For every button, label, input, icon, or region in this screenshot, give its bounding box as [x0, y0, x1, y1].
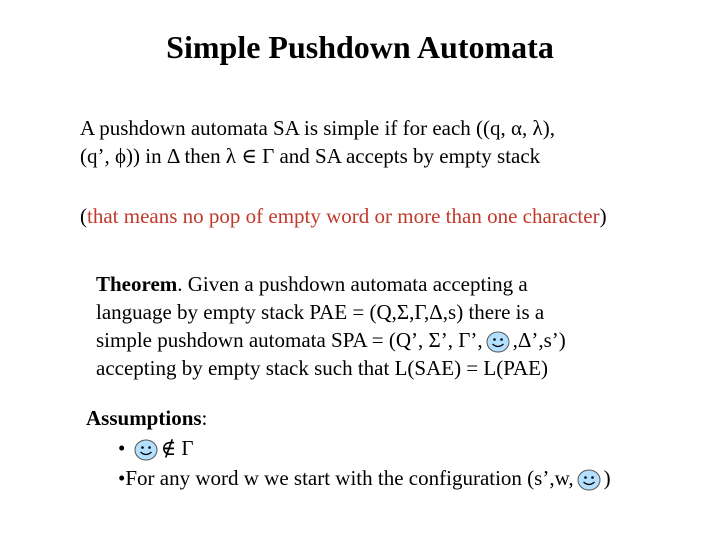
theorem-label: Theorem	[96, 272, 178, 296]
smiley-face-icon	[577, 469, 601, 491]
definition-line-1: A pushdown automata SA is simple if for each ((q, α, λ),	[80, 116, 555, 140]
theorem-line-1	[96, 270, 566, 298]
theorem-line-3	[96, 326, 566, 354]
theorem-line-4: accepting by empty stack such that L(SAE) = L(PAE)	[96, 356, 548, 380]
assumptions-block	[86, 403, 611, 493]
theorem-line-3-before: simple pushdown automata SPA = (Q’, Σ’, Γ’,	[96, 328, 483, 352]
definition-line-2: (q’, ϕ)) in Δ then λ ∈ Γ and SA accepts by empty stack	[80, 144, 541, 168]
assumption-item-2-close: )	[603, 466, 611, 490]
theorem-paragraph	[96, 270, 566, 382]
slide-title: Simple Pushdown Automata	[166, 29, 554, 65]
assumptions-label: Assumptions	[86, 406, 202, 430]
assumptions-heading	[86, 403, 611, 433]
smiley-face-icon	[486, 331, 510, 353]
theorem-line-3-after: ,Δ’,s’)	[512, 328, 566, 352]
assumption-item-2	[86, 463, 611, 493]
note-text: that means no pop of empty word or more than one character	[87, 204, 600, 228]
bullet: •	[118, 436, 126, 460]
smiley-face-icon	[134, 439, 158, 461]
theorem-line-1-text: . Given a pushdown automata accepting a	[177, 272, 528, 296]
assumption-item-2-text: •For any word w we start with the configuration (s’,w,	[118, 466, 574, 490]
assumption-item-1-text: ∉ Γ	[160, 436, 194, 460]
note-open-paren: (	[80, 204, 87, 228]
note-close-paren: )	[599, 204, 607, 228]
note-paragraph	[80, 202, 607, 230]
assumptions-colon: :	[201, 406, 208, 430]
assumption-item-1	[86, 433, 611, 463]
definition-paragraph	[80, 114, 555, 170]
theorem-line-2: language by empty stack PAE = (Q,Σ,Γ,Δ,s) there is a	[96, 300, 545, 324]
